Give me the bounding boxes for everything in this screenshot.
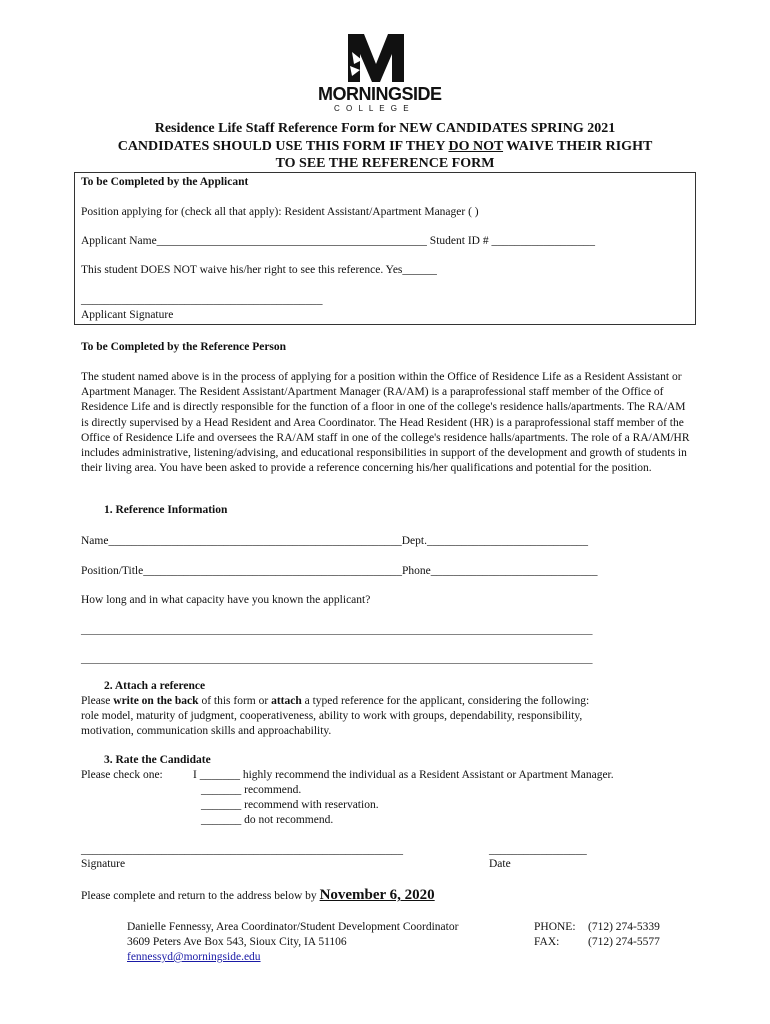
contact-email-link[interactable]: fennessyd@morningside.edu xyxy=(127,951,261,963)
reference-intro: The student named above is in the process of applying for a position within the Office of Residence Life as a Resident Assistant or Apartment Manager. The Resident Assistant/Apartment Manager (RA/AM) is a paraprofessional staff member of the Office of Residence Life and is directly responsible for the function of a floor in one of the college's residence halls/apartments. The RA/AM is directly supervised by a Head Resident and Area Coordinator. The Head Resident (HR) is a paraprofessional staff member of the Office of Residence Life and oversees the RA/AM staff in one of the college's residence halls/apartments. The role of a RA/AM/HR includes administrative, listening/advising, and educational responsibilities in support of the development and growth of students in their living area. You have been asked to provide a reference concerning his/her qualifications and potential for the position. xyxy=(81,371,690,475)
applicant-signature-label: Applicant Signature xyxy=(81,309,174,321)
known-question: How long and in what capacity have you known the applicant? xyxy=(81,594,371,606)
phone-number: (712) 274-5339 xyxy=(588,921,660,933)
warning-part-1: CANDIDATES SHOULD USE THIS FORM IF THEY xyxy=(117,139,449,154)
waive-field[interactable]: This student DOES NOT waive his/her right to see this reference. Yes______ xyxy=(81,264,437,276)
contact-name: Danielle Fennessy, Area Coordinator/Student Development Coordinator xyxy=(127,921,459,933)
logo-name: MORNINGSIDE xyxy=(318,84,442,104)
applicant-signature-line[interactable]: __________________________________________ xyxy=(81,294,323,306)
warning-part-2: WAIVE THEIR RIGHT xyxy=(503,139,653,154)
signature-line[interactable]: ________________________________________________________ xyxy=(81,844,403,856)
reference-position-field[interactable]: Position/Title_____________________________________________Phone_____________________________ xyxy=(81,565,598,577)
section1-heading: 1. Reference Information xyxy=(104,504,228,516)
rate-option-highly[interactable]: I _______ highly recommend the individual as a Resident Assistant or Apartment Manager. xyxy=(193,769,614,781)
rate-option-recommend[interactable]: _______ recommend. xyxy=(201,784,302,796)
reference-name-field[interactable]: Name___________________________________________________Dept.____________________________ xyxy=(81,535,588,547)
attach-criteria-1: role model, maturity of judgment, cooperativeness, ability to work with groups, dependability, responsibility, xyxy=(81,710,583,722)
applicant-heading: To be Completed by the Applicant xyxy=(81,176,249,188)
return-deadline: November 6, 2020 xyxy=(319,887,435,903)
rate-label: Please check one: xyxy=(81,769,163,781)
phone-label: PHONE: xyxy=(534,921,576,933)
attach-instruction xyxy=(81,695,589,707)
section3-heading: 3. Rate the Candidate xyxy=(104,754,211,766)
rate-option-reservation[interactable]: _______ recommend with reservation. xyxy=(201,799,379,811)
attach-text-4: attach xyxy=(271,695,302,707)
warning-do-not: DO NOT xyxy=(448,139,504,154)
attach-text-5: a typed reference for the applicant, considering the following: xyxy=(301,695,590,707)
position-checkbox-field[interactable]: Position applying for (check all that apply): Resident Assistant/Apartment Manager ( ) xyxy=(81,206,479,218)
logo-subtitle: C O L L E G E xyxy=(334,104,411,113)
applicant-name-field[interactable]: Applicant Name_______________________________________________ Student ID # __________________ xyxy=(81,235,595,247)
attach-text-3: of this form or xyxy=(198,695,272,707)
form-title: Residence Life Staff Reference Form for NEW CANDIDATES SPRING 2021 xyxy=(154,121,616,136)
form-warning-line3: TO SEE THE REFERENCE FORM xyxy=(275,156,495,171)
date-label: Date xyxy=(489,858,511,870)
known-answer-line-2[interactable]: _____________________________________________________________________________________________ xyxy=(81,653,593,665)
signature-label: Signature xyxy=(81,858,126,870)
contact-address: 3609 Peters Ave Box 543, Sioux City, IA 51106 xyxy=(127,936,347,948)
fax-label: FAX: xyxy=(534,936,560,948)
known-answer-line-1[interactable]: _____________________________________________________________________________________________ xyxy=(81,624,593,636)
section2-heading: 2. Attach a reference xyxy=(104,680,206,692)
attach-criteria-2: motivation, communication skills and approachability. xyxy=(81,725,332,737)
rate-option-not[interactable]: _______ do not recommend. xyxy=(201,814,334,826)
fax-number: (712) 274-5577 xyxy=(588,936,660,948)
return-instruction xyxy=(81,887,435,904)
return-text: Please complete and return to the address below by xyxy=(81,890,320,902)
form-warning xyxy=(0,139,770,155)
attach-text-2: write on the back xyxy=(113,695,199,707)
attach-text-1: Please xyxy=(81,695,114,707)
date-line[interactable]: _________________ xyxy=(489,844,587,856)
reference-heading: To be Completed by the Reference Person xyxy=(81,341,287,353)
